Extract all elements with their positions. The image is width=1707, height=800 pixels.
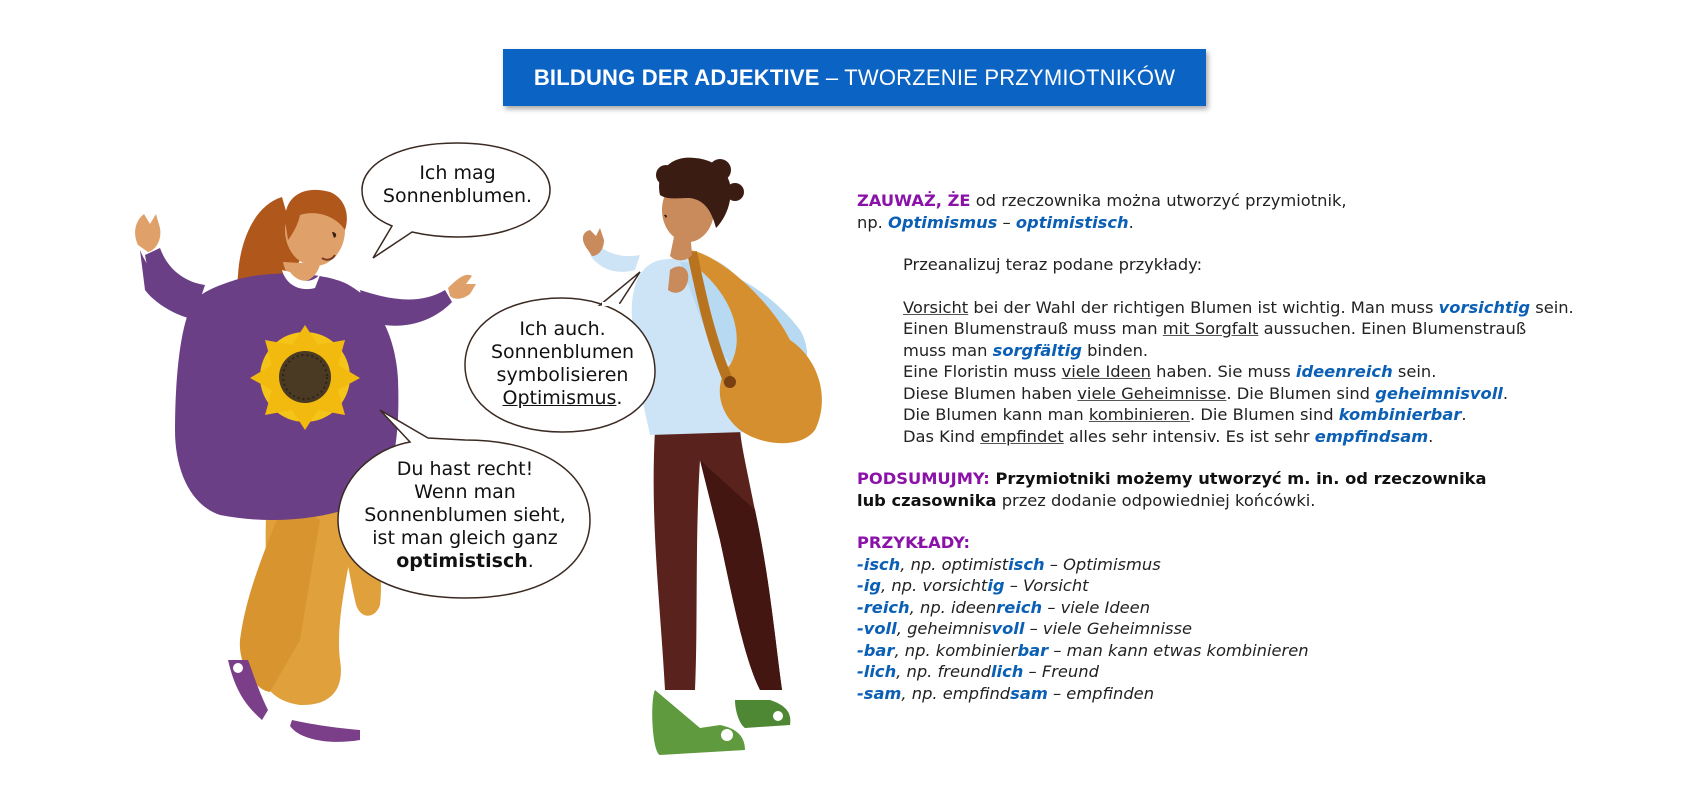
bubble-2-line: Sonnenblumen [490,341,635,363]
bubble-3-punct: . [527,550,534,572]
intro-line-2 [857,212,1677,234]
sunflower-icon [250,325,360,430]
example-line: muss man sorgfältig binden. [903,340,1149,360]
example-line: Vorsicht bei der Wahl der richtigen Blumen ist wichtig. Man muss vorsichtig sein. [903,297,1574,317]
example-line: Das Kind empfindet alles sehr intensiv. Es ist sehr empfindsam. [903,426,1434,446]
bubble-3-bold: optimistisch [396,550,528,572]
examples-block [903,254,1677,447]
bubble-2-text [470,318,655,410]
intro-text: od rzeczownika można utworzyć przymiotnik, [970,191,1347,210]
explanation-panel [857,190,1677,704]
suffix-item: -sam, np. empfindsam – empfinden [857,683,1155,703]
suffix-item: -lich, np. freundlich – Freund [857,662,1099,681]
bubble-3-line: ist man gleich ganz [372,527,558,549]
summary-bold-1: Przymiotniki możemy utworzyć m. in. od rzeczownika [989,469,1487,488]
title-bold: BILDUNG DER ADJEKTIVE [533,64,820,90]
example-line: Diese Blumen haben viele Geheimnisse. Die Blumen sind geheimnisvoll. [903,383,1509,403]
example-line: Eine Floristin muss viele Ideen haben. Sie muss ideenreich sein. [903,362,1437,381]
bubble-3-line: Du hast recht! [396,458,534,480]
bubble-1-text [370,162,545,208]
example-line: Einen Blumenstrauß muss man mit Sorgfalt aussuchen. Einen Blumenstrauß [903,319,1527,338]
intro-word-2: optimistisch [1015,212,1129,232]
suffix-item: -bar, np. kombinierbar – man kann etwas kombinieren [857,640,1309,660]
bubble-2-line: symbolisieren [496,364,629,386]
bubble-3-line: Sonnenblumen sieht, [364,504,566,526]
bubble-2-line: Ich auch. [519,318,606,340]
examples-label: PRZYKŁADY: [857,533,970,552]
intro-np: np. [857,212,889,232]
intro-line-1 [857,190,1677,212]
intro-dash: – [997,212,1016,232]
intro-word-1: Optimismus [888,212,998,232]
bubble-1-line: Ich mag [419,162,496,184]
example-line: Die Blumen kann man kombinieren. Die Blumen sind kombinierbar. [903,405,1467,424]
suffix-item: -ig, np. vorsichtig – Vorsicht [857,576,1089,595]
intro-end: . [1128,212,1134,232]
analyze-instruction: Przeanalizuj teraz podane przykłady: [903,255,1203,274]
bubble-3-line: Wenn man [414,481,516,503]
summary-bold-2: lub czasownika [857,490,997,510]
bubble-2-underlined: Optimismus [502,387,617,409]
summary-rest: przez dodanie odpowiedniej końcówki. [996,490,1316,510]
illustration [0,0,850,800]
suffix-item: -reich, np. ideenreich – viele Ideen [857,597,1151,617]
bubble-3-text [345,458,585,573]
summary-label: PODSUMUJMY: [857,469,990,488]
boy-figure [583,158,822,755]
bubble-1-line: Sonnenblumen. [382,185,533,207]
suffix-item: -isch, np. optimistisch – Optimismus [857,554,1161,574]
bubble-2-punct: . [616,387,623,409]
suffix-item: -voll, geheimnisvoll – viele Geheimnisse [857,619,1192,638]
summary-line-1 [857,468,1677,490]
intro-label: ZAUWAŻ, ŻE [857,191,971,210]
summary-line-2 [857,490,1677,512]
title-rest: – TWORZENIE PRZYMIOTNIKÓW [819,64,1176,90]
